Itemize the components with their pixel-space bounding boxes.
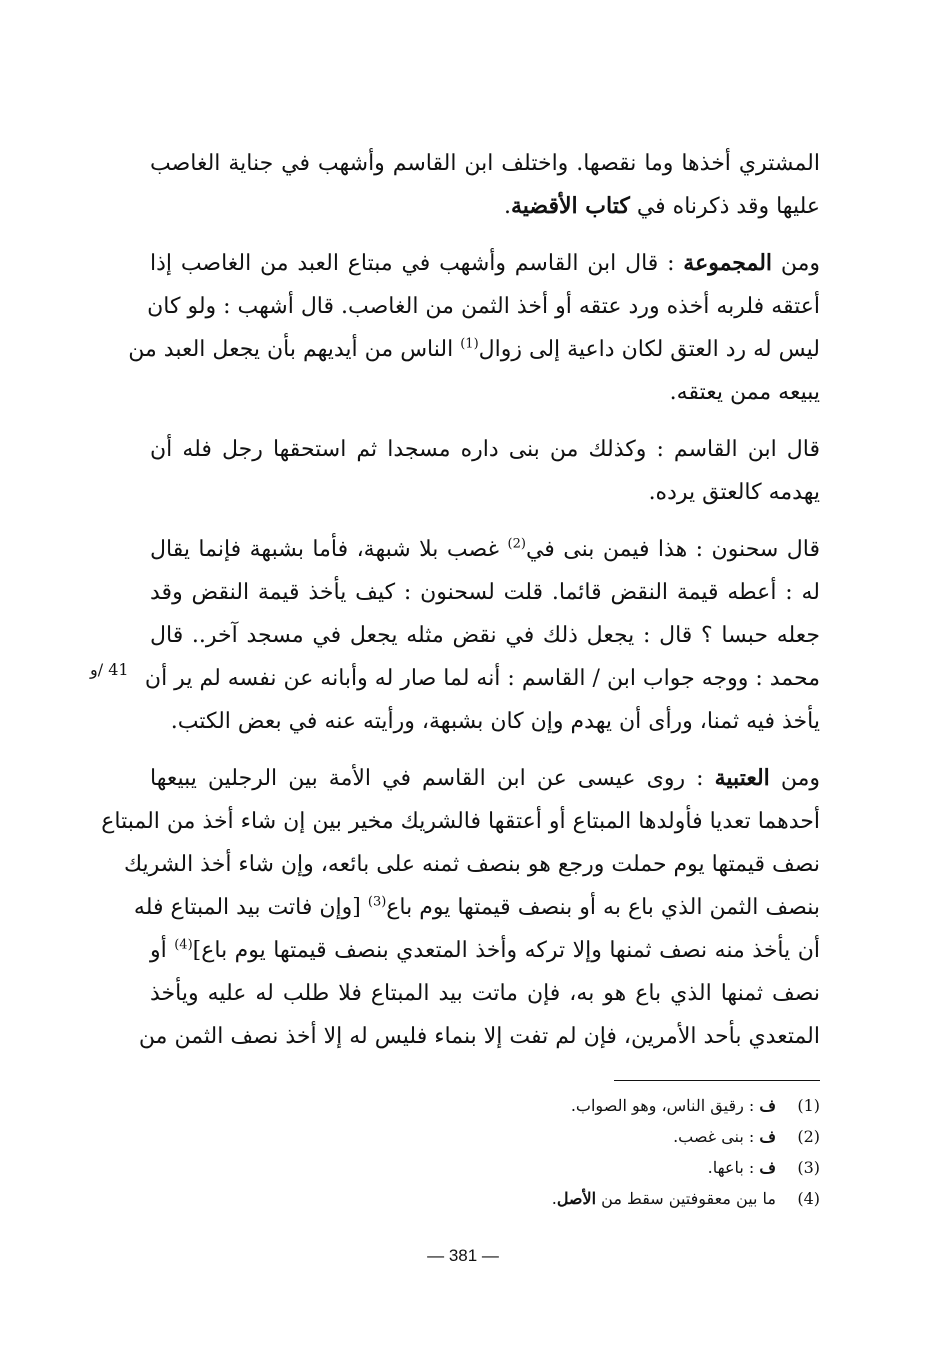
footnote-ref-3[interactable]: (3) — [367, 894, 387, 910]
book-title-kitab-al-aqdiya: كتاب الأقضية — [510, 193, 630, 219]
footnote-divider — [614, 1080, 820, 1081]
footnote-number: (1) — [797, 1096, 820, 1115]
text-line: أعتقه فلربه أخذه ورد عتقه أو أخذ الثمن من الغاصب. قال أشهب : ولو كان — [147, 294, 820, 319]
footnote-text: ف : بنى غصب. — [673, 1127, 776, 1146]
footnotes — [300, 1090, 820, 1214]
text-line: نصف قيمتها يوم حملت ورجع هو بنصف ثمنه على بائعه، وإن شاء أخذ الشريك — [123, 852, 820, 877]
paragraph-4 — [144, 528, 820, 743]
text-line: له : أعطه قيمة النقض قائما. قلت لسحنون : كيف يأخذ قيمة النقض وقد — [150, 580, 820, 605]
text-line: بنصف الثمن الذي باع به أو بنصف قيمتها يوم باع$^{(3)}$ [وإن فاتت بيد المبتاع فله — [133, 894, 820, 920]
text-line: يهدمه كالعتق يرده. — [648, 480, 820, 505]
footnote-number: (2) — [797, 1127, 820, 1146]
text-line: قال سحنون : هذا فيمن بنى في$^{(2)}$ غصب بلا شبهة، فأما بشبهة فإنما يقال — [150, 536, 820, 562]
footnote-ref-1[interactable]: (1) — [460, 336, 479, 352]
footnote-text: ما بين معقوفتين سقط من الأصل. — [551, 1189, 776, 1208]
text-line: محمد : ووجه جواب ابن / القاسم : أنه لما صار له وأبانه عن نفسه لم ير أن — [144, 666, 820, 691]
source-title-majmua: المجموعة — [683, 250, 773, 276]
text-line: قال ابن القاسم : وكذلك من بنى داره مسجدا ثم استحقها رجل فله أن — [150, 437, 820, 462]
footnote-ref-4[interactable]: (4) — [174, 937, 193, 953]
footnote-text: ف : رقيق الناس، وهو الصواب. — [570, 1096, 776, 1115]
text-line: عليها وقد ذكرناه في كتاب الأقضية. — [503, 193, 820, 219]
text-line: المتعدي بأحد الأمرين، فإن لم تفت إلا بنماء فليس له إلا أخذ نصف الثمن من — [138, 1024, 820, 1049]
text-line: يبيعه ممن يعتقه. — [669, 380, 820, 405]
footnote-number: (3) — [797, 1158, 820, 1177]
paragraph-1 — [150, 142, 820, 228]
text-line: أحدهما تعديا فأولدها المبتاع أو أعتقها فالشريك مخير بين إن شاء أخذ من المبتاع — [101, 809, 820, 834]
text-line: ليس له رد العتق لكان داعية إلى زوال$^{(1)}$ الناس من أيديهم بأن يجعل العبد من — [128, 336, 820, 362]
text-line: نصف ثمنها الذي باع هو به، فإن ماتت بيد المبتاع فلا طلب له عليه ويأخذ — [150, 981, 820, 1006]
text-line: يأخذ فيه ثمنا، ورأى أن يهدم وإن كان بشبهة، ورأيته عنه في بعض الكتب. — [170, 709, 820, 734]
footnote-number: (4) — [797, 1189, 820, 1208]
text-line: ومن العتبية : روى عيسى عن ابن القاسم في الأمة بين الرجلين يبيعها — [150, 765, 820, 791]
text-line: المشتري أخذها وما نقصها. واختلف ابن القاسم وأشهب في جناية الغاصب — [150, 151, 820, 176]
footnote-2 — [300, 1121, 820, 1152]
paragraph-5 — [101, 757, 820, 1058]
text-line: أن يأخذ منه نصف ثمنها وإلا تركه وأخذ المتعدي بنصف قيمتها يوم باع]$^{(4)}$ أو — [150, 937, 820, 963]
manuscript-folio-marker: 41 /و — [90, 660, 129, 679]
source-title-utbiyya: العتبية — [714, 765, 770, 791]
paragraph-3 — [150, 428, 820, 514]
footnote-ref-2[interactable]: (2) — [507, 536, 526, 552]
footnote-1 — [300, 1090, 820, 1121]
footnote-4 — [300, 1183, 820, 1214]
text-line: جعله حبسا ؟ قال : يجعل ذلك في نقض مثله يجعل في مسجد آخر.. قال — [150, 623, 820, 648]
footnote-3 — [300, 1152, 820, 1183]
paragraph-2 — [128, 242, 820, 414]
text-line: ومن المجموعة : قال ابن القاسم وأشهب في مبتاع العبد من الغاصب إذا — [150, 250, 820, 276]
footnote-text: ف : باعها. — [707, 1158, 776, 1177]
page-number: — 381 — — [427, 1246, 499, 1265]
